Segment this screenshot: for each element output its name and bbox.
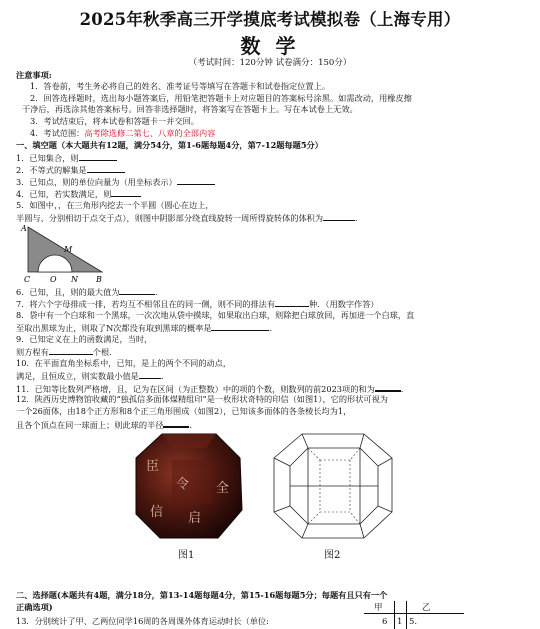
notice-item-2-cont: 干净后，再选涂其他答案标号。回答非选择题时，将答案写在答题卡上。写在本试卷上无效。 [22, 104, 358, 114]
edge [302, 434, 308, 448]
subject-title: 数 学 [240, 34, 300, 58]
section2-title-line-2: 正确选项) [16, 602, 53, 612]
label-c: C [24, 275, 31, 284]
table-rule [364, 613, 464, 614]
answer-blank-5[interactable] [323, 212, 355, 221]
answer-blank-4[interactable] [111, 188, 141, 197]
question-12-line-3: 且各个顶点在同一球面上；则此球的半径 . [16, 420, 192, 430]
notice-item-3: 3．考试结束后，将本试卷和答题卡一并交回。 [30, 116, 199, 126]
answer-blank-7[interactable] [275, 298, 309, 307]
polyhedron-diagram [268, 430, 398, 542]
hidden-edge [308, 448, 320, 460]
question-9-line-2 [16, 346, 112, 358]
label-m: M [64, 245, 73, 254]
table-leaf-left: 6 [382, 617, 388, 627]
edge [378, 506, 392, 512]
question-12-line-2: 一个26面体，由18个正方形和8个正三角形围成（如图2），已知该多面体的各条棱长均为1， [16, 406, 352, 416]
question-6: 6．已知，且，则的最大值为 . [16, 287, 159, 297]
question-8-line-2: 至取出黑球为止，则取了N次都没有取到黑球的概率是 . [16, 323, 273, 333]
label-n: N [71, 275, 78, 284]
edge [302, 524, 308, 538]
notice-item-2: 2．回答选择题时，选出每小题答案后，用铅笔把答题卡上对应题目的答案标号涂黑。如需改动，用橡皮擦 [30, 93, 412, 103]
question-3-text: 3．已知点，则的单位向量为（用坐标表示） [16, 177, 177, 187]
question-9-suffix: 个根. [92, 347, 112, 357]
question-4 [16, 188, 141, 200]
notice-item-4-label: 4．考试范围： [30, 128, 85, 138]
question-10-text: 满足，且恒成立，则实数最小值是 [16, 371, 139, 381]
question-5-line-2: 半圆与、分别相切于点交于点），则图中阴影部分绕直线旋转一周所得旋转体的体积为 . [16, 213, 358, 223]
question-8-text: 至取出黑球为止，则取了N次都没有取到黑球的概率是 [16, 323, 212, 333]
question-7-suffix: 种．（用数字作答） [309, 299, 379, 309]
hidden-edge [350, 512, 360, 524]
section2-title-line-1: 二、选择题(本题共有4题，满分18分，第13-14题每题4分，第15-16题每题5分；每题有且只有一个 [16, 590, 388, 600]
answer-blank-1[interactable] [79, 152, 117, 161]
question-3 [16, 176, 215, 188]
question-1-text: 1．已知集合，则 [16, 153, 79, 163]
edge [360, 434, 364, 448]
question-6-text: 6．已知，且，则的最大值为 [16, 287, 120, 297]
exam-title: 2025年秋季高三开学摸底考试模拟卷（上海专用） [79, 10, 461, 29]
answer-blank-10[interactable] [139, 370, 161, 379]
exam-scope-red: 高考除选修二第七、八章的全部内容 [84, 128, 216, 138]
question-10-line-1: 10．在平面直角坐标系中，已知，是上的两个不同的动点， [16, 358, 232, 368]
question-5-line-1: 5．如图中，，在三角形内挖去一个半圆（圆心在边上， [16, 200, 214, 210]
notice-item-4 [30, 128, 215, 139]
table-divider-right [406, 601, 407, 629]
question-9-line-1: 9．已知定义在上的函数满足，当时， [16, 334, 153, 344]
seal-glyph-2: 令 [176, 477, 190, 492]
question-1 [16, 152, 117, 164]
answer-blank-12[interactable] [163, 418, 189, 428]
question-12-line-1: 12．陕西历史博物馆收藏的“独孤信多面体煤精组印”是一枚形状奇特的印信（如图1），它的形状可视为 [16, 394, 388, 404]
table-leaf-right: 5. [409, 617, 418, 627]
label-a: A [21, 224, 27, 233]
question-7-text: 7．将六个字母排成一排，若均互不相邻且在的同一侧，则不同的排法有 [16, 299, 276, 309]
seal-glyph-3: 信 [150, 505, 164, 520]
question-12-text: 且各个顶点在同一球面上；则此球的半径 [16, 420, 164, 430]
seal-glyph-1: 臣 [146, 459, 160, 474]
hidden-edge [308, 512, 320, 524]
question-11: 11．已知等比数列严格增，且，记为在区间（为正整数）中的项的个数，则数列的前2023项的和为 . [16, 384, 404, 394]
answer-blank-8[interactable] [211, 322, 269, 331]
exam-meta: （考试时间：120分钟 试卷满分：150分） [188, 58, 352, 68]
seal-glyph-4: 启 [188, 511, 202, 526]
edge [274, 506, 290, 512]
question-2 [16, 164, 125, 176]
table-header-yi: 乙 [422, 603, 431, 613]
figure-2-caption: 图2 [324, 550, 341, 561]
edge [274, 458, 290, 466]
answer-blank-11[interactable] [375, 382, 401, 392]
question-4-text: 4．已知，若实数满足，则 [16, 189, 112, 199]
notice-heading: 注意事项: [16, 70, 52, 80]
stem-leaf-table [364, 601, 524, 629]
question-8-line-1: 8．袋中有一个白球和一个黑球，一次次地从袋中摸球，如果取出白球，则除把白球放回，再加进一个白球，直 [16, 310, 415, 320]
table-header-jia: 甲 [374, 603, 383, 613]
seal-glyph-5: 全 [216, 481, 230, 496]
seal-photo [132, 430, 246, 542]
question-11-text: 11．已知等比数列严格增，且，记为在区间（为正整数）中的项的个数，则数列的前2023项的和为 [16, 384, 375, 394]
triangle-semicircle-figure [16, 222, 116, 284]
section1-title: 一、填空题（本大题共有12题，满分54分，第1-6题每题4分，第7-12题每题5分） [16, 140, 323, 150]
notice-item-1: 1．答卷前，考生务必将自己的姓名、准考证号等填写在答题卡和试卷指定位置上。 [30, 81, 330, 91]
question-13: 13．分别统计了甲、乙两位同学16周的各周课外体育运动时长（单位: [16, 616, 269, 626]
question-9-text: 则方程有 [16, 347, 49, 357]
answer-blank-6[interactable] [119, 286, 155, 295]
question-2-text: 2．不等式的解集是 [16, 165, 87, 175]
answer-blank-3[interactable] [177, 176, 215, 185]
figure-1-caption: 图1 [178, 550, 195, 561]
answer-blank-2[interactable] [87, 164, 125, 173]
table-divider-left [394, 601, 395, 629]
answer-blank-9[interactable] [49, 346, 93, 355]
question-10-line-2: 满足，且恒成立，则实数最小值是 . [16, 371, 164, 381]
label-b: B [96, 275, 102, 284]
hidden-edge [350, 448, 360, 460]
question-5-text: 半圆与、分别相切于点交于点），则图中阴影部分绕直线旋转一周所得旋转体的体积为 [16, 213, 324, 223]
table-stem: 1 [397, 617, 403, 627]
edge [378, 458, 392, 466]
question-7 [16, 298, 379, 310]
label-o: O [50, 275, 57, 284]
edge [360, 524, 364, 538]
